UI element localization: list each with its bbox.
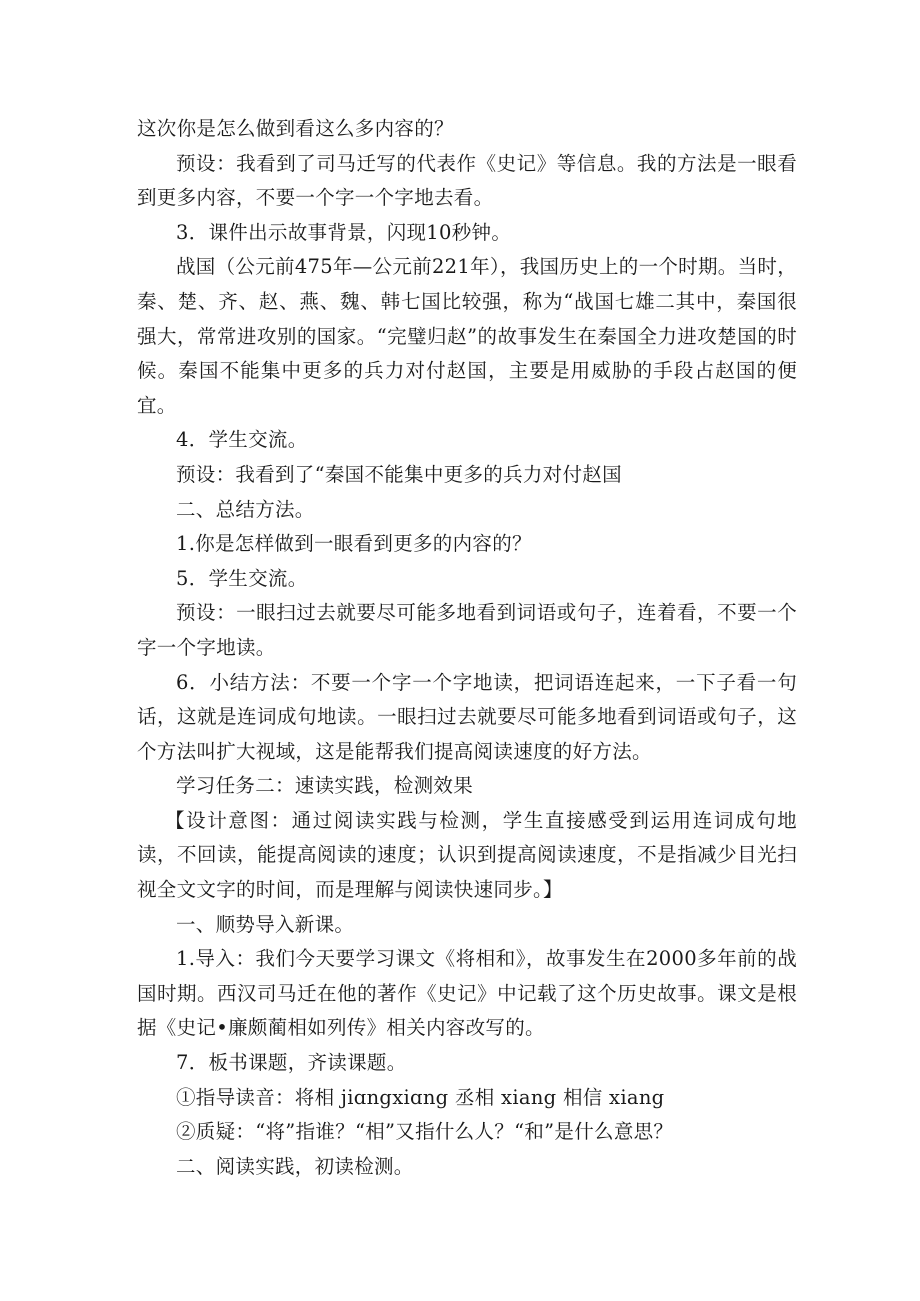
- document-body: [137, 112, 797, 1184]
- section-heading: 二、阅读实践，初读检测。: [176, 1154, 414, 1178]
- paragraph: 预设：我看到了司马迁写的代表作《史记》等信息。我的方法是一眼看到更多内容，不要一个字一个字地去看。: [137, 151, 797, 210]
- task-heading: 学习任务二：速读实践，检测效果: [176, 774, 474, 798]
- paragraph: 这次你是怎么做到看这么多内容的？: [137, 117, 454, 140]
- section-heading: 一、顺势导入新课。: [176, 912, 355, 936]
- paragraph: 3．课件出示故事背景，闪现10秒钟。: [176, 220, 512, 244]
- paragraph: 战国（公元前475年—公元前221年），我国历史上的一个时期。当时，秦、楚、齐、赵、燕、魏、韩七国比较强，称为“战国七雄二其中，秦国很强大，常常进攻别的国家。“完璧归赵”的故事发生在秦国全力进攻楚国的时候。秦国不能集中更多的兵力对付赵国，主要是用威胁的手段占赵国的便宜。: [137, 255, 797, 417]
- question-line: ②质疑：“将”指谁？“相”又指什么人？“和”是什么意思？: [176, 1120, 674, 1144]
- pronunciation-guide: ①指导读音：将相 jiɑngxiɑng 丞相 xiang 相信 xiang: [176, 1085, 665, 1109]
- paragraph: 6．小结方法：不要一个字一个字地读，把词语连起来，一下子看一句话，这就是连词成句地读。一眼扫过去就要尽可能多地看到词语或句子，这个方法叫扩大视域，这是能帮我们提高阅读速度的好方法。: [137, 670, 797, 763]
- paragraph: 7．板书课题，齐读课题。: [176, 1051, 407, 1075]
- paragraph: 预设：一眼扫过去就要尽可能多地看到词语或句子，连着看，不要一个字一个字地读。: [137, 601, 797, 659]
- paragraph: 4．学生交流。: [176, 428, 308, 452]
- paragraph: 1.你是怎样做到一眼看到更多的内容的？: [176, 532, 532, 556]
- paragraph: 5．学生交流。: [176, 566, 308, 590]
- design-intent-note: 【设计意图：通过阅读实践与检测，学生直接感受到运用连词成句地读，不回读，能提高阅读的速度；认识到提高阅读速度，不是指减少目光扫视全文文字的时间，而是理解与阅读快速同步。】: [137, 808, 797, 902]
- section-heading: 二、总结方法。: [176, 497, 315, 521]
- paragraph: 预设：我看到了“秦国不能集中更多的兵力对付赵国: [176, 462, 622, 486]
- paragraph: 1.导入：我们今天要学习课文《将相和》，故事发生在2000多年前的战国时期。西汉司马迁在他的著作《史记》中记载了这个历史故事。课文是根据《史记•廉颇蔺相如列传》相关内容改写的。: [137, 947, 797, 1040]
